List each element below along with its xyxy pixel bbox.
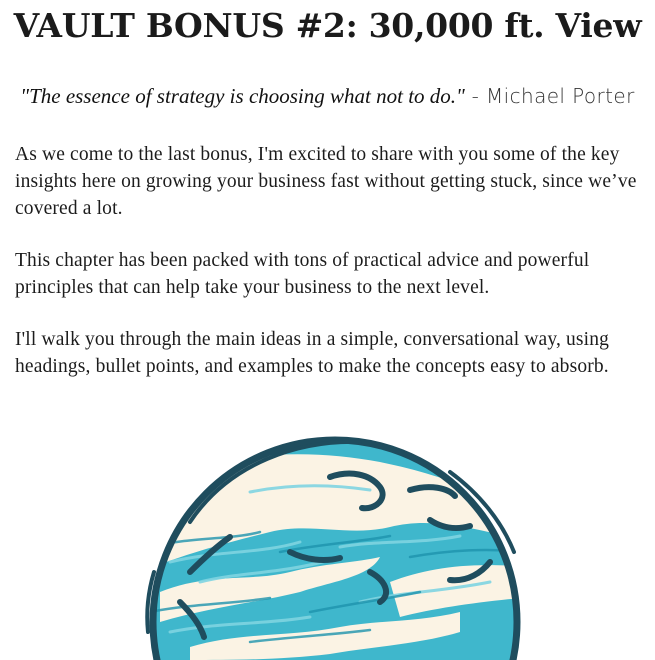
globe-sketch-icon xyxy=(130,432,530,660)
page-title: VAULT BONUS #2: 30,000 ft. View xyxy=(13,6,642,45)
epigraph-attribution: - Michael Porter xyxy=(464,84,635,108)
approach-paragraph: I'll walk you through the main ideas in a simple, conversational way, using headings, bullet points, and examples to make the concepts easy to absorb. xyxy=(15,329,610,377)
chapter-summary-paragraph: This chapter has been packed with tons of practical advice and powerful principles that can help take your business to the next level. xyxy=(15,250,590,298)
epigraph-quote: "The essence of strategy is choosing what not to do." xyxy=(20,84,465,108)
epigraph xyxy=(0,80,655,112)
intro-paragraph: As we come to the last bonus, I'm excited to share with you some of the key insights here on growing your business fast without getting stuck, since we’ve covered a lot. xyxy=(15,144,637,219)
globe-illustration xyxy=(130,432,530,660)
